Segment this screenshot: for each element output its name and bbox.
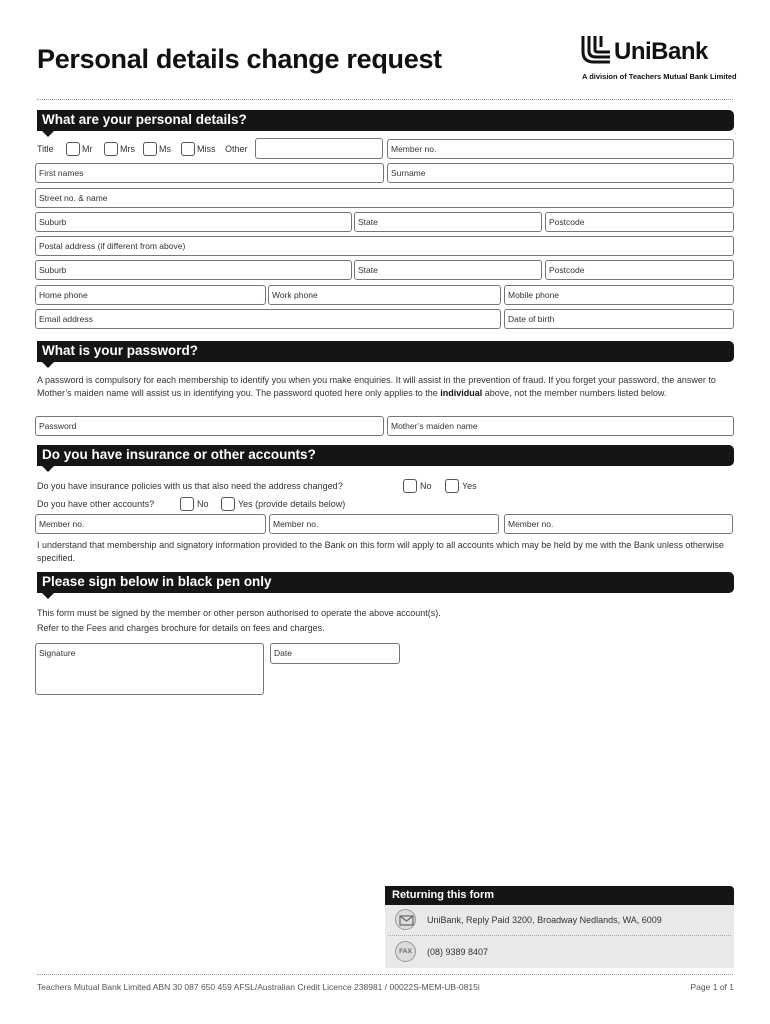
returning-heading: Returning this form [385, 886, 734, 905]
page-number: Page 1 of 1 [690, 982, 734, 992]
logo-tagline: A division of Teachers Mutual Bank Limited [582, 72, 737, 81]
insurance-yes-label: Yes [462, 481, 477, 491]
work-phone-field[interactable]: Work phone [268, 285, 501, 305]
surname-field[interactable]: Surname [387, 163, 734, 183]
other-accounts-question: Do you have other accounts? [37, 499, 155, 509]
unibank-logo-mark-icon [580, 34, 612, 64]
understanding-statement: I understand that membership and signatory information provided to the Bank on this form will apply to all accounts which may be held by me with the Bank unless otherwise specified. [37, 540, 724, 563]
fax-icon: FAX [395, 941, 416, 962]
return-address: UniBank, Reply Paid 3200, Broadway Nedlands, WA, 6009 [427, 915, 662, 925]
title-label: Title [37, 144, 54, 154]
suburb-field[interactable]: Suburb [35, 212, 352, 232]
mobile-phone-field[interactable]: Mobile phone [504, 285, 734, 305]
other-accounts-yes-label: Yes (provide details below) [238, 499, 346, 509]
footer-legal: Teachers Mutual Bank Limited ABN 30 087 650 459 AFSL/Australian Credit Licence 238981 / 00022S-MEM-UB-0815i [37, 982, 480, 992]
mail-icon [395, 909, 416, 930]
logo-name: UniBank [614, 38, 708, 65]
mothers-maiden-name-field[interactable]: Mother’s maiden name [387, 416, 734, 436]
postcode-field[interactable]: Postcode [545, 212, 734, 232]
unibank-logo [580, 34, 736, 84]
title-miss-checkbox[interactable] [181, 142, 195, 156]
title-ms-label: Ms [159, 144, 171, 154]
title-mr-checkbox[interactable] [66, 142, 80, 156]
sign-instruction-1: This form must be signed by the member or other person authorised to operate the above account(s). [37, 608, 441, 618]
title-other-label: Other [225, 144, 248, 154]
other-accounts-yes-checkbox[interactable] [221, 497, 235, 511]
password-text-after: above, not the member numbers listed below. [482, 387, 667, 398]
divider [37, 99, 733, 100]
insurance-yes-checkbox[interactable] [445, 479, 459, 493]
member-no-field-3[interactable]: Member no. [504, 514, 733, 534]
fax-number: (08) 9389 8407 [427, 947, 489, 957]
member-no-field-2[interactable]: Member no. [269, 514, 499, 534]
first-names-field[interactable]: First names [35, 163, 384, 183]
email-field[interactable]: Email address [35, 309, 501, 329]
section-insurance-heading: Do you have insurance or other accounts? [37, 445, 734, 466]
other-accounts-no-label: No [197, 499, 209, 509]
section-password-heading: What is your password? [37, 341, 734, 362]
state-field[interactable]: State [354, 212, 542, 232]
section-sign-heading: Please sign below in black pen only [37, 572, 734, 593]
postal-address-field[interactable]: Postal address (if different from above) [35, 236, 734, 256]
password-text-bold: individual [440, 387, 483, 398]
member-no-field-1[interactable]: Member no. [35, 514, 266, 534]
insurance-question: Do you have insurance policies with us that also need the address changed? [37, 481, 343, 491]
signature-field[interactable]: Signature [35, 643, 264, 695]
home-phone-field[interactable]: Home phone [35, 285, 266, 305]
postal-state-field[interactable]: State [354, 260, 542, 280]
insurance-no-checkbox[interactable] [403, 479, 417, 493]
street-field[interactable]: Street no. & name [35, 188, 734, 208]
mail-icon-graphic [396, 910, 417, 931]
insurance-no-label: No [420, 481, 432, 491]
postal-postcode-field[interactable]: Postcode [545, 260, 734, 280]
password-text-before: A password is compulsory for each membership to identify you when you make enquiries. It will assist in the prevention of fraud. If you forget your password, the answer to Mother’s maiden name will assist us in identifying you. The password quoted here only applies to the [37, 375, 716, 398]
other-accounts-no-checkbox[interactable] [180, 497, 194, 511]
section-personal-heading: What are your personal details? [37, 110, 734, 131]
password-field[interactable]: Password [35, 416, 384, 436]
password-explanation [37, 374, 732, 399]
date-field[interactable]: Date [270, 643, 400, 664]
dob-field[interactable]: Date of birth [504, 309, 734, 329]
title-ms-checkbox[interactable] [143, 142, 157, 156]
footer-divider [37, 974, 733, 975]
postal-suburb-field[interactable]: Suburb [35, 260, 352, 280]
title-other-field[interactable] [255, 138, 383, 159]
page-title: Personal details change request [37, 44, 442, 74]
title-miss-label: Miss [197, 144, 216, 154]
title-mrs-checkbox[interactable] [104, 142, 118, 156]
sign-instruction-2: Refer to the Fees and charges brochure for details on fees and charges. [37, 623, 325, 633]
returning-divider [388, 935, 731, 936]
title-mrs-label: Mrs [120, 144, 135, 154]
member-no-field[interactable]: Member no. [387, 139, 734, 159]
title-mr-label: Mr [82, 144, 93, 154]
